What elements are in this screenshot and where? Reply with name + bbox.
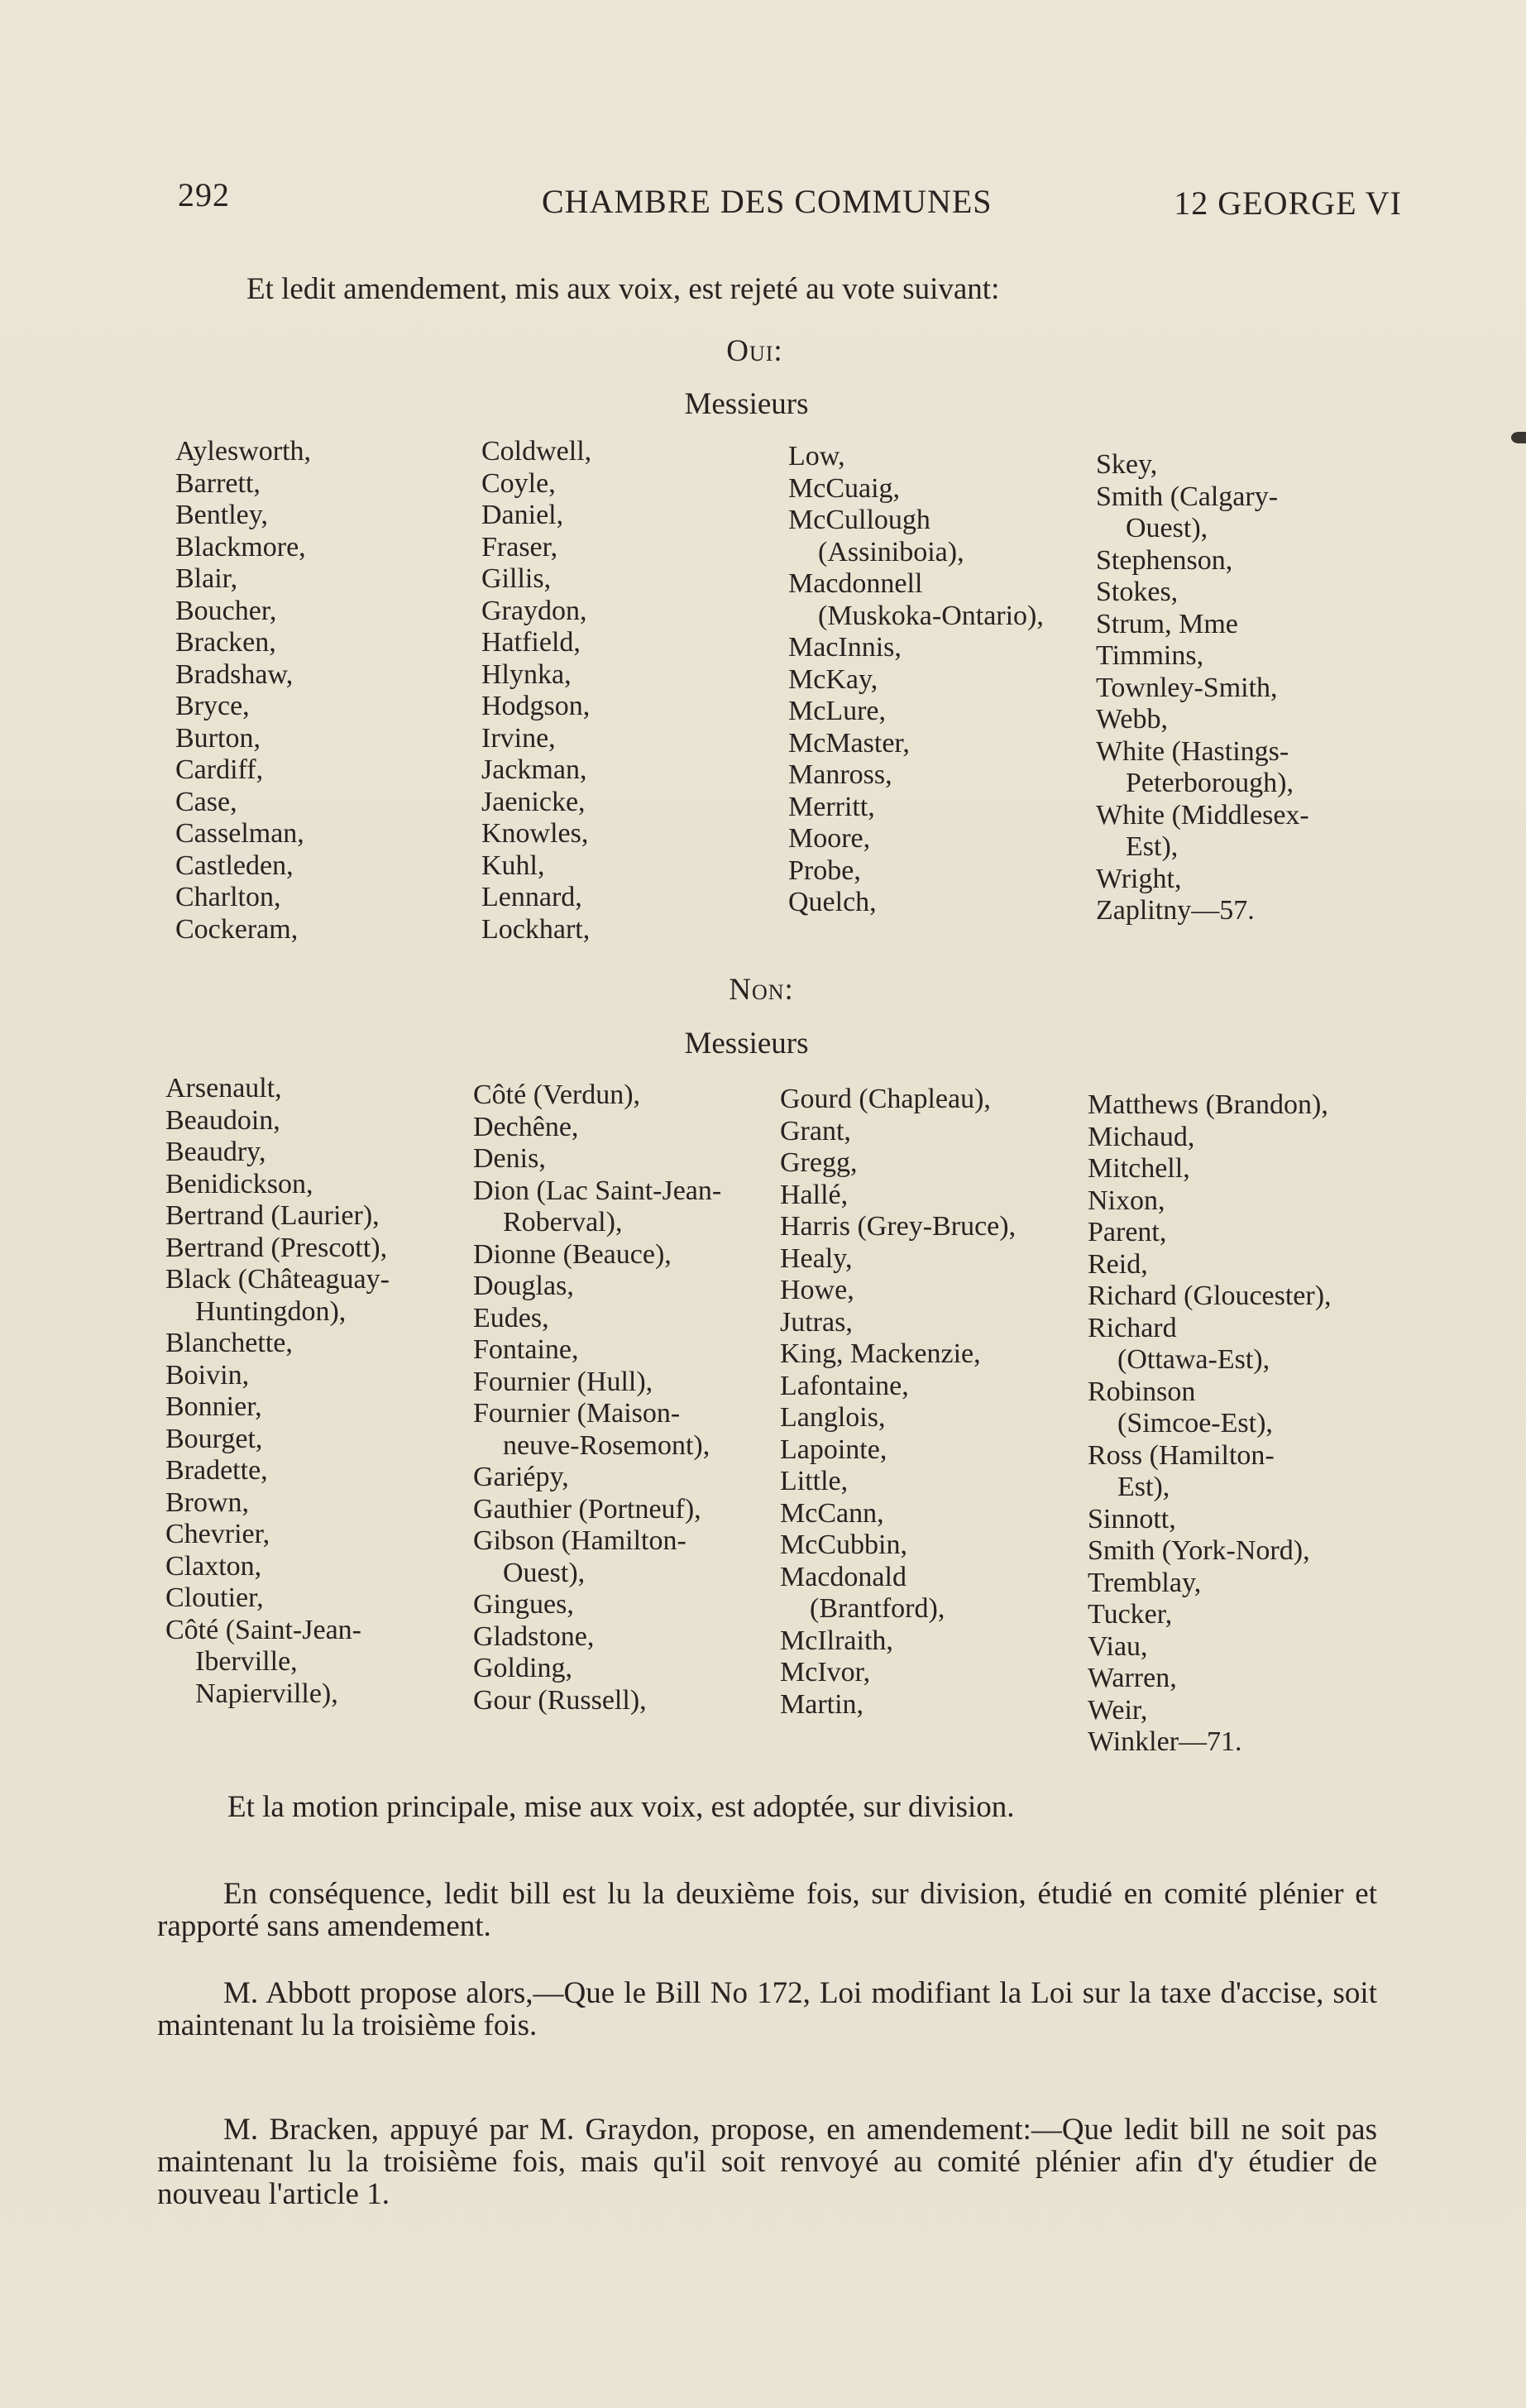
member-name: Zaplitny—57. [1096, 895, 1255, 926]
member-name: Jaenicke, [481, 786, 586, 817]
yeas-column-2 [481, 436, 591, 945]
member-name: Lapointe, [780, 1434, 887, 1465]
member-name: Cloutier, [165, 1582, 264, 1613]
member-name: (Assiniboia), [818, 536, 964, 567]
member-name: Richard (Gloucester), [1088, 1281, 1332, 1311]
member-name: Benidickson, [165, 1168, 313, 1199]
member-name: McCann, [780, 1497, 884, 1529]
member-name: Little, [780, 1466, 849, 1496]
member-name: Winkler—71. [1088, 1726, 1242, 1757]
member-name: Case, [175, 786, 237, 817]
member-name: Ross (Hamilton- [1088, 1439, 1275, 1471]
member-name: Webb, [1096, 704, 1168, 735]
member-name: Bradshaw, [175, 658, 294, 690]
member-name: Dion (Lac Saint-Jean- [473, 1175, 722, 1206]
member-name: Bertrand (Prescott), [165, 1232, 388, 1263]
member-name: Bracken, [175, 627, 276, 658]
member-name: Cardiff, [175, 754, 264, 785]
member-name: Dionne (Beauce), [473, 1238, 672, 1270]
member-name: Fraser, [481, 531, 558, 563]
member-name: Coyle, [481, 467, 556, 499]
member-name: Boucher, [175, 595, 277, 626]
member-name: Est), [1126, 831, 1179, 862]
nays-heading: Non: [729, 973, 794, 1007]
member-name: Dechêne, [473, 1111, 579, 1142]
member-name: Macdonald [780, 1561, 907, 1592]
yeas-column-1 [175, 436, 311, 945]
yeas-heading: Oui: [726, 334, 783, 368]
member-name: Manross, [788, 759, 892, 790]
member-name: Arsenault, [165, 1073, 282, 1103]
member-name: Iberville, [195, 1646, 298, 1677]
member-name: Robinson [1088, 1376, 1196, 1407]
member-name: Côté (Saint-Jean- [165, 1614, 361, 1645]
member-name: Smith (York-Nord), [1088, 1535, 1310, 1566]
member-name: McKay, [788, 663, 878, 695]
member-name: Gladstone, [473, 1620, 595, 1652]
member-name: Harris (Grey-Bruce), [780, 1211, 1017, 1242]
member-name: Charlton, [175, 882, 281, 912]
member-name: Black (Châteaguay- [165, 1264, 390, 1295]
paragraph-bracken-amendment: M. Bracken, appuyé par M. Graydon, propose, en amendement:—Que ledit bill ne soit pas maintenant lu la troisième fois, mais qu'il soit renvoyé au comité plénier afin d'y étudier de nouveau l'article 1. [157, 2113, 1377, 2211]
member-name: Fournier (Hull), [473, 1366, 653, 1397]
member-name: Côté (Verdun), [473, 1080, 641, 1110]
page-header [178, 175, 1402, 225]
paragraph-abbott-motion: M. Abbott propose alors,—Que le Bill No 172, Loi modifiant la Loi sur la taxe d'accise, soit maintenant lu la troisième fois. [157, 1976, 1377, 2042]
member-name: Strum, Mme [1096, 608, 1238, 639]
member-name: Douglas, [473, 1271, 574, 1301]
member-name: Jutras, [780, 1306, 853, 1338]
member-name: Chevrier, [165, 1519, 270, 1549]
member-name: Huntingdon), [195, 1295, 347, 1327]
member-name: Gariépy, [473, 1462, 569, 1492]
member-name: Lockhart, [481, 913, 591, 945]
yeas-column-3 [788, 441, 1044, 919]
member-name: Langlois, [780, 1402, 886, 1433]
member-name: Hatfield, [481, 627, 581, 658]
member-name: Viau, [1088, 1630, 1148, 1662]
member-name: Ouest), [503, 1557, 586, 1588]
member-name: Mitchell, [1088, 1153, 1190, 1184]
member-name: Bentley, [175, 500, 269, 530]
member-name: Townley-Smith, [1096, 672, 1278, 703]
member-name: Gourd (Chapleau), [780, 1084, 991, 1114]
member-name: Irvine, [481, 722, 556, 754]
member-name: Sinnott, [1088, 1503, 1176, 1534]
member-name: Daniel, [481, 500, 564, 530]
member-name: Knowles, [481, 818, 589, 849]
member-name: Ouest), [1126, 513, 1208, 543]
member-name: Howe, [780, 1275, 854, 1305]
member-name: Grant, [780, 1115, 851, 1147]
running-right: 12 GEORGE VI [1174, 184, 1402, 222]
member-name: Smith (Calgary- [1096, 481, 1279, 512]
member-name: Stokes, [1096, 577, 1179, 607]
member-name: MacInnis, [788, 632, 902, 663]
member-name: Gibson (Hamilton- [473, 1525, 686, 1556]
member-name: Est), [1117, 1472, 1170, 1502]
member-name: Michaud, [1088, 1121, 1195, 1152]
member-name: Graydon, [481, 595, 587, 626]
yeas-subheading: Messieurs [684, 387, 809, 421]
member-name: McIvor, [780, 1657, 871, 1688]
member-name: Wright, [1096, 863, 1182, 894]
member-name: White (Hastings- [1096, 735, 1289, 767]
member-name: King, Mackenzie, [780, 1338, 981, 1369]
member-name: Gillis, [481, 563, 552, 594]
nays-column-4 [1088, 1089, 1332, 1759]
member-name: Casselman, [175, 818, 304, 849]
member-name: Beaudoin, [165, 1104, 280, 1136]
member-name: Barrett, [175, 467, 261, 499]
member-name: Bourget, [165, 1423, 263, 1454]
member-name: Fontaine, [473, 1334, 579, 1365]
main-motion-line: Et la motion principale, mise aux voix, est adoptée, sur division. [227, 1790, 1015, 1824]
paragraph-second-reading: En conséquence, ledit bill est lu la deuxième fois, sur division, étudié en comité plénier et rapporté sans amendement. [157, 1877, 1377, 1943]
member-name: Blanchette, [165, 1328, 293, 1358]
member-name: White (Middlesex- [1096, 799, 1309, 831]
member-name: Hodgson, [481, 691, 591, 721]
member-name: Napierville), [195, 1678, 338, 1709]
member-name: Reid, [1088, 1248, 1148, 1280]
yeas-column-4 [1096, 449, 1309, 927]
member-name: Brown, [165, 1486, 250, 1518]
member-name: McCuaig, [788, 472, 901, 504]
member-name: Lennard, [481, 882, 582, 912]
member-name: Golding, [473, 1653, 572, 1683]
member-name: Eudes, [473, 1302, 549, 1333]
member-name: Fournier (Maison- [473, 1398, 681, 1429]
intro-line: Et ledit amendement, mis aux voix, est rejeté au vote suivant: [246, 272, 1000, 306]
member-name: Tremblay, [1088, 1567, 1202, 1598]
member-name: Matthews (Brandon), [1088, 1089, 1328, 1120]
member-name: Richard [1088, 1312, 1177, 1343]
page-number: 292 [178, 176, 230, 213]
member-name: Blackmore, [175, 531, 306, 563]
member-name: Blair, [175, 563, 238, 594]
member-name: (Ottawa-Est), [1117, 1344, 1270, 1375]
member-name: Coldwell, [481, 436, 592, 467]
member-name: Martin, [780, 1688, 864, 1720]
member-name: (Muskoka-Ontario), [818, 600, 1044, 631]
member-name: (Simcoe-Est), [1117, 1408, 1273, 1439]
member-name: McCullough [788, 505, 930, 535]
member-name: Lafontaine, [780, 1370, 909, 1401]
nays-subheading: Messieurs [684, 1027, 809, 1060]
nays-column-1 [165, 1073, 390, 1710]
member-name: Roberval), [503, 1207, 623, 1238]
member-name: Macdonnell [788, 568, 923, 599]
member-name: Nixon, [1088, 1185, 1165, 1216]
running-title: CHAMBRE DES COMMUNES [542, 183, 993, 220]
member-name: Tucker, [1088, 1599, 1173, 1630]
member-name: neuve-Rosemont), [503, 1429, 710, 1461]
member-name: Bonnier, [165, 1391, 262, 1422]
member-name: Gour (Russell), [473, 1684, 647, 1716]
member-name: Kuhl, [481, 850, 545, 881]
member-name: Gauthier (Portneuf), [473, 1493, 701, 1525]
member-name: McIlraith, [780, 1625, 893, 1656]
member-name: Stephenson, [1096, 544, 1233, 576]
member-name: Castleden, [175, 850, 294, 881]
member-name: Healy, [780, 1242, 853, 1274]
member-name: Aylesworth, [175, 436, 312, 467]
member-name: Warren, [1088, 1663, 1177, 1693]
nays-column-2 [473, 1080, 721, 1716]
member-name: Moore, [788, 823, 871, 854]
member-name: Bradette, [165, 1455, 268, 1486]
member-name: Jackman, [481, 754, 587, 785]
member-name: Quelch, [788, 887, 877, 917]
member-name: Parent, [1088, 1217, 1167, 1247]
member-name: Merritt, [788, 791, 875, 822]
member-name: Boivin, [165, 1359, 250, 1391]
page-edge-mark [1511, 432, 1526, 443]
member-name: Probe, [788, 855, 861, 886]
member-name: McMaster, [788, 727, 910, 759]
member-name: Hlynka, [481, 658, 572, 690]
member-name: Skey, [1096, 449, 1158, 480]
member-name: Cockeram, [175, 913, 299, 945]
member-name: Gregg, [780, 1147, 858, 1178]
member-name: Weir, [1088, 1694, 1148, 1726]
member-name: Claxton, [165, 1550, 262, 1582]
member-name: McLure, [788, 696, 887, 726]
member-name: McCubbin, [780, 1530, 907, 1560]
member-name: Gingues, [473, 1589, 574, 1620]
member-name: Peterborough), [1126, 768, 1294, 798]
member-name: Timmins, [1096, 640, 1204, 671]
member-name: Beaudry, [165, 1137, 266, 1167]
member-name: Hallé, [780, 1179, 849, 1210]
nays-column-3 [780, 1084, 1016, 1721]
member-name: Denis, [473, 1143, 546, 1174]
member-name: Bertrand (Laurier), [165, 1200, 380, 1231]
member-name: Burton, [175, 722, 261, 754]
member-name: (Brantford), [810, 1593, 945, 1624]
member-name: Bryce, [175, 691, 250, 721]
member-name: Low, [788, 441, 845, 472]
